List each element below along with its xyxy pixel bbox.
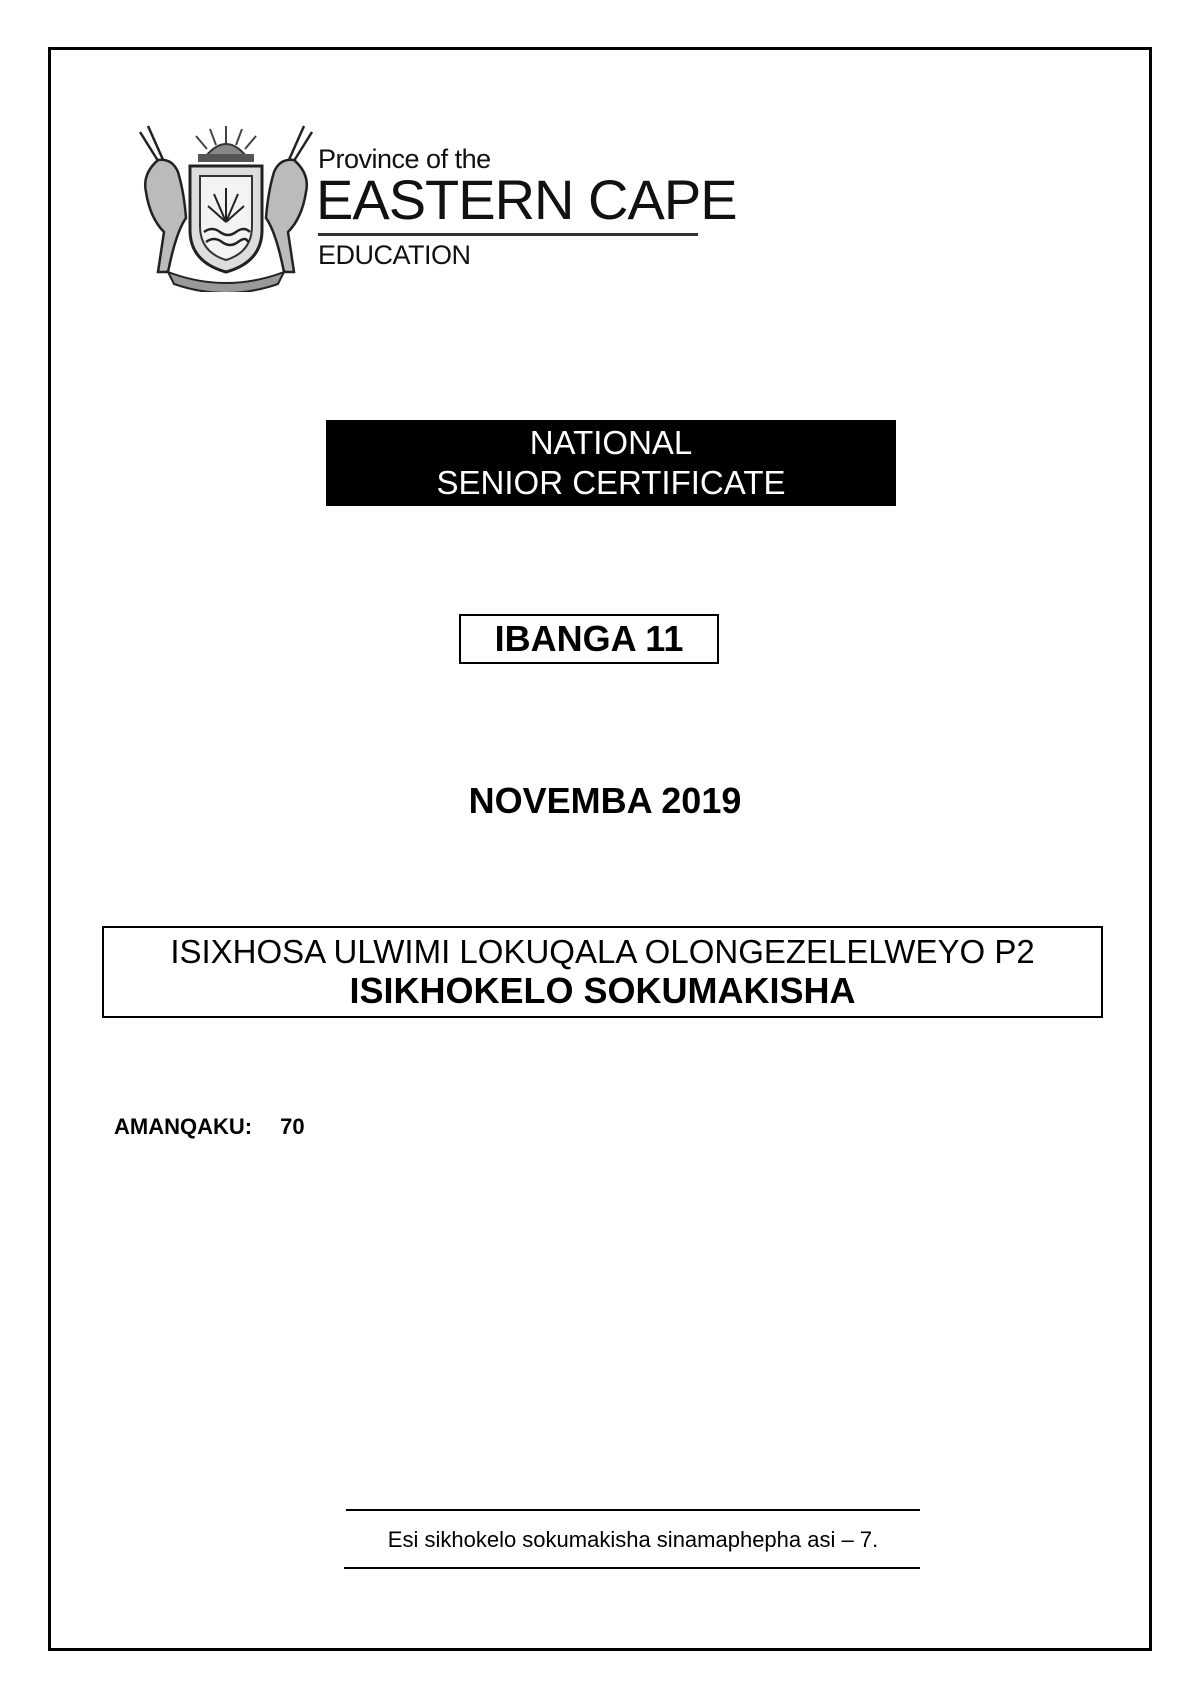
- marks-value: 70: [280, 1114, 305, 1139]
- footer-divider-top: [346, 1509, 920, 1511]
- logo-department-name: EDUCATION: [318, 240, 471, 270]
- marks-row: [114, 1114, 305, 1140]
- exam-date: NOVEMBA 2019: [468, 780, 742, 821]
- marks-label: AMANQAKU:: [114, 1114, 253, 1139]
- certificate-line-1: NATIONAL: [529, 424, 693, 461]
- coat-of-arms-icon: [128, 122, 324, 292]
- subject-title: ISIXHOSA ULWIMI LOKUQALA OLONGEZELELWEYO P2: [170, 933, 1035, 970]
- certificate-banner: [326, 420, 896, 506]
- footer-divider-bottom: [344, 1567, 920, 1569]
- logo-province-name: EASTERN CAPE: [316, 168, 737, 231]
- page-count-note: Esi sikhokelo sokumakisha sinamaphepha asi – 7.: [387, 1527, 879, 1552]
- logo-province-text: Province of the: [318, 144, 491, 174]
- logo-divider: [318, 233, 698, 236]
- subject-box: [102, 926, 1103, 1018]
- document-type: ISIKHOKELO SOKUMAKISHA: [349, 970, 856, 1011]
- certificate-line-2: SENIOR CERTIFICATE: [436, 464, 786, 501]
- department-logo: [128, 122, 737, 292]
- grade-label: IBANGA 11: [459, 614, 719, 664]
